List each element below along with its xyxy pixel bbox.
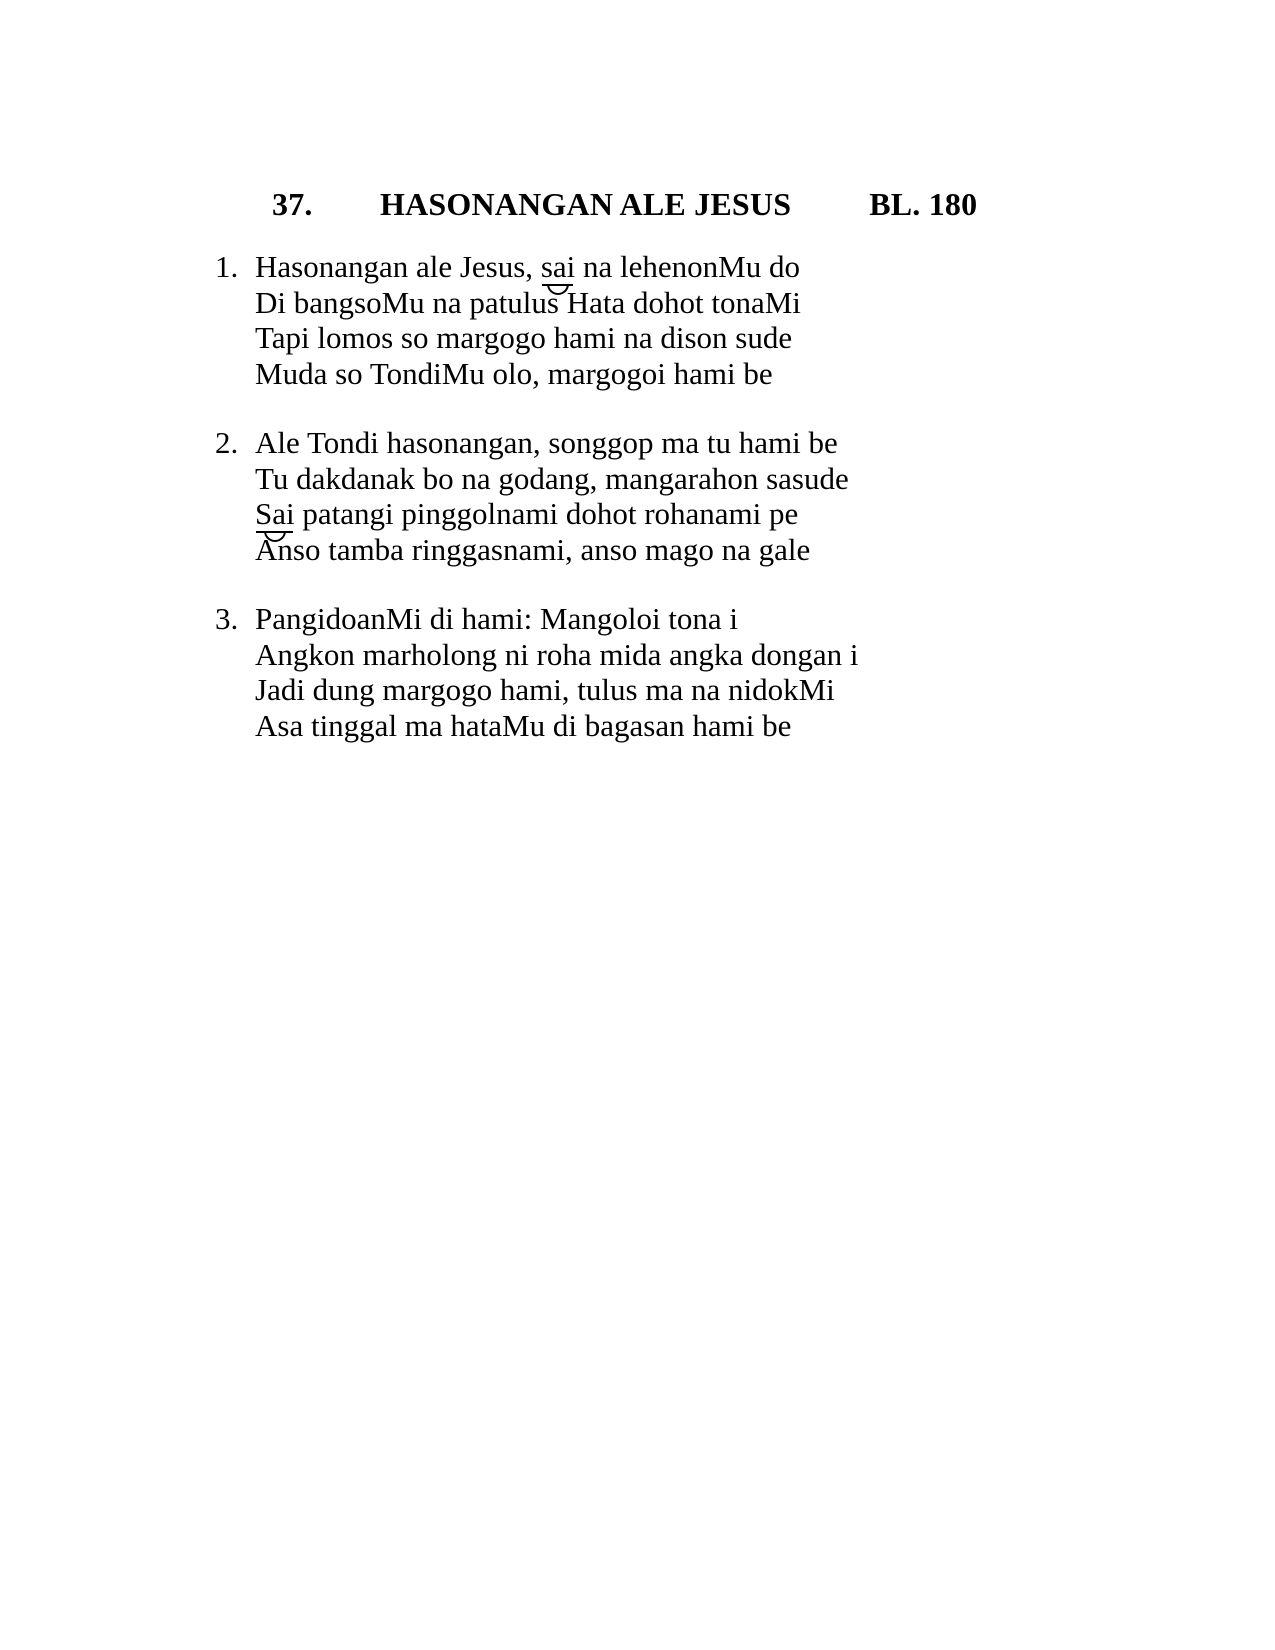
hymn-header (0, 186, 1275, 223)
verse-line-text: Muda so TondiMu olo, margogoi hami be (255, 355, 773, 391)
verse-line (255, 637, 1275, 673)
marked-word-text: Sai (255, 496, 295, 531)
verse-line (255, 285, 1275, 321)
verse-line (255, 672, 1275, 708)
marked-word (255, 496, 295, 532)
verse-lines (255, 425, 1275, 567)
verse-line (255, 461, 1275, 497)
hymn-page-reference: BL. 180 (869, 186, 978, 222)
verse-line-text: Ale Tondi hasonangan, songgop ma tu hami be (255, 425, 838, 460)
verse-line (255, 708, 1275, 744)
verse-line-text: Angkon marholong ni roha mida angka dongan i (255, 636, 859, 672)
verse-line-text: Jadi dung margogo hami, tulus ma na nidokMi (255, 672, 835, 707)
page-content (0, 186, 1275, 743)
marked-word-text: sai (540, 249, 576, 284)
verse-line (255, 320, 1275, 356)
page-title: HASONANGAN ALE JESUS (380, 186, 792, 222)
verse-number: 3. (215, 601, 239, 636)
verse-line (255, 425, 1275, 461)
verse-list (0, 249, 1275, 743)
verse-lines (255, 249, 1275, 391)
verse-number: 2. (215, 425, 239, 460)
verse-line (255, 249, 1275, 285)
verse-line-text: Asa tinggal ma hataMu di bagasan hami be (255, 707, 792, 743)
verse-line (255, 356, 1275, 392)
hymn-number: 37. (272, 186, 313, 222)
verse-line-text: Tu dakdanak bo na godang, mangarahon sasude (255, 460, 849, 496)
verse-line-text: Di bangsoMu na patulus Hata dohot tonaMi (255, 284, 801, 320)
verse-line (255, 532, 1275, 568)
verse-line-text: na lehenonMu do (575, 249, 800, 284)
marked-word (541, 249, 575, 285)
verse-line (255, 496, 1275, 532)
verse-line-text: patangi pinggolnami dohot rohanami pe (294, 496, 799, 531)
verse (215, 425, 1275, 567)
verse-line-text: Tapi lomos so margogo hami na dison sude (255, 320, 793, 355)
verse (215, 601, 1275, 743)
verse-number: 1. (215, 249, 239, 284)
verse-line (255, 601, 1275, 637)
verse-line-text: Anso tamba ringgasnami, anso mago na gale (255, 531, 811, 567)
verse-line-text: Hasonangan ale Jesus, (255, 249, 541, 284)
verse-lines (255, 601, 1275, 743)
verse (215, 249, 1275, 391)
verse-line-text: PangidoanMi di hami: Mangoloi tona i (255, 601, 739, 636)
